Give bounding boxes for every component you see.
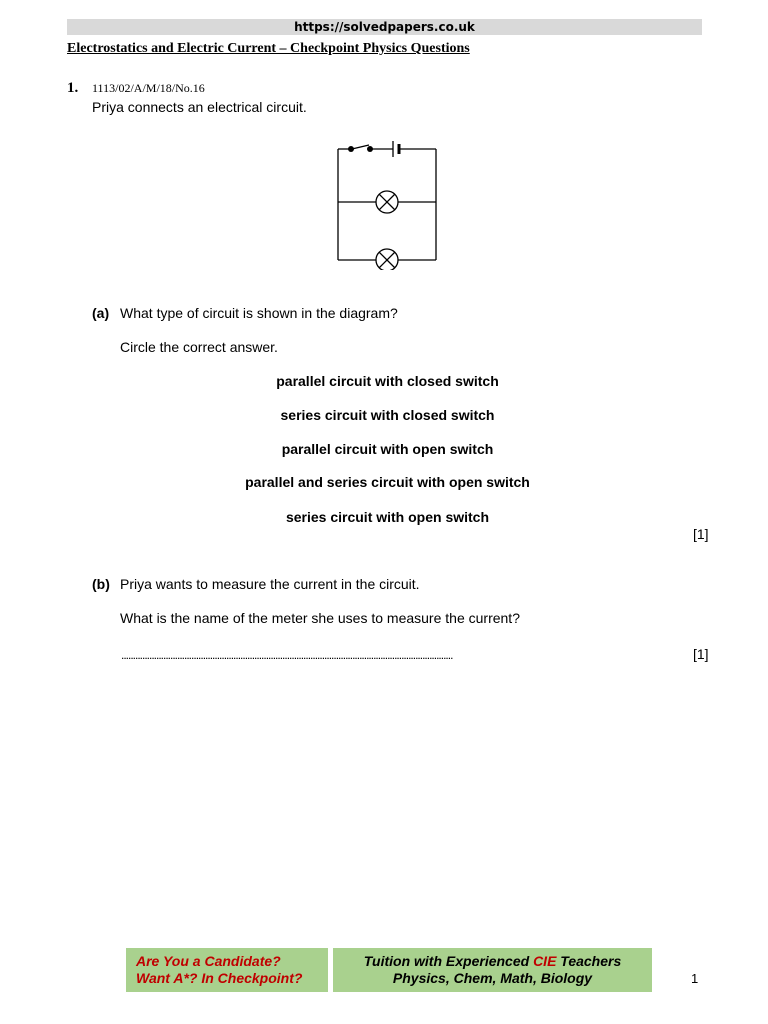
answer-option[interactable]: series circuit with open switch bbox=[285, 509, 490, 525]
switch-lever bbox=[352, 145, 369, 149]
footer-left-line1: Are You a Candidate? bbox=[136, 953, 281, 969]
footer-left-line2: Want A*? In Checkpoint? bbox=[136, 970, 303, 986]
answer-line[interactable]: .............................................................................................................................................. bbox=[121, 648, 453, 662]
answer-option[interactable]: parallel and series circuit with open switch bbox=[245, 474, 530, 490]
part-a-instruction: Circle the correct answer. bbox=[120, 339, 278, 355]
answer-option[interactable]: parallel circuit with open switch bbox=[281, 441, 494, 457]
footer-tuition-text: Tuition with Experienced bbox=[363, 953, 534, 969]
footer-teachers-text: Teachers bbox=[556, 953, 622, 969]
question-code: 1113/02/A/M/18/No.16 bbox=[92, 81, 205, 95]
part-a-label: (a) bbox=[92, 305, 110, 321]
question-number: 1. bbox=[67, 80, 79, 96]
header-url[interactable]: https://solvedpapers.co.uk bbox=[67, 19, 702, 35]
part-b-question: Priya wants to measure the current in the circuit. bbox=[120, 576, 420, 592]
circuit-diagram bbox=[330, 128, 445, 270]
switch-contact-left bbox=[348, 146, 354, 152]
question-intro: Priya connects an electrical circuit. bbox=[92, 99, 307, 115]
page-number: 1 bbox=[691, 971, 699, 986]
part-b-marks: [1] bbox=[693, 646, 709, 662]
page-title: Electrostatics and Electric Current – Checkpoint Physics Questions bbox=[67, 41, 470, 56]
part-a-marks: [1] bbox=[693, 526, 709, 542]
answer-option[interactable]: parallel circuit with closed switch bbox=[276, 373, 499, 389]
switch-contact-right bbox=[367, 146, 373, 152]
footer-right-line2: Physics, Chem, Math, Biology bbox=[392, 970, 593, 986]
footer-right-line1 bbox=[333, 953, 652, 970]
answer-option[interactable]: series circuit with closed switch bbox=[280, 407, 495, 423]
footer-candidate-box[interactable] bbox=[126, 948, 328, 992]
footer-cie-text: CIE bbox=[533, 953, 557, 969]
part-b-prompt: What is the name of the meter she uses to measure the current? bbox=[120, 610, 520, 626]
footer-tuition-box[interactable] bbox=[333, 948, 652, 992]
part-b-label: (b) bbox=[92, 576, 110, 592]
part-a-question: What type of circuit is shown in the diagram? bbox=[120, 305, 398, 321]
